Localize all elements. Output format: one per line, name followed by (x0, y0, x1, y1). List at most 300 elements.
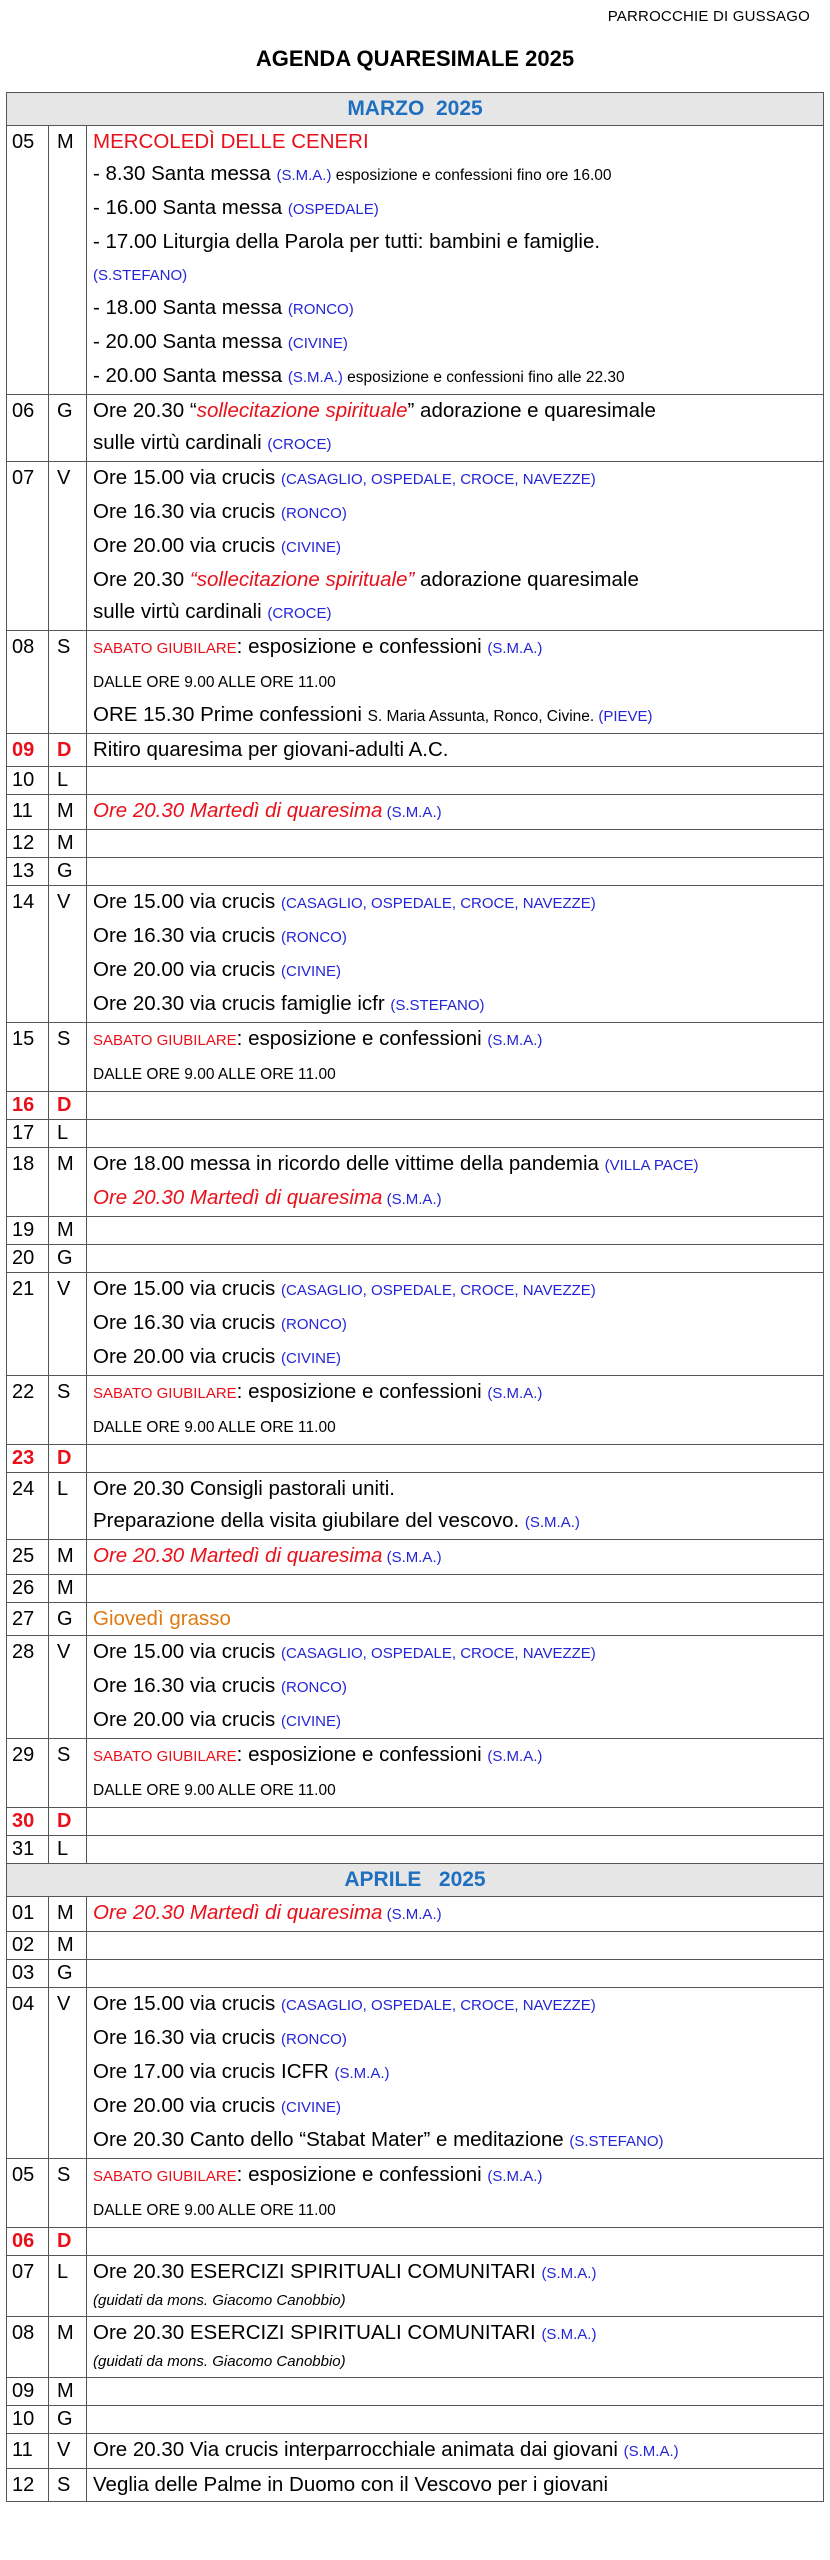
weekday-letter: L (49, 1120, 87, 1147)
weekday-letter: M (49, 795, 87, 829)
event-line (93, 665, 823, 699)
location-tag: (S.STEFANO) (390, 997, 485, 1014)
weekday-letter: G (49, 1960, 87, 1987)
day-number: 16 (7, 1092, 49, 1119)
event-line (93, 1670, 823, 1704)
weekday-letter: M (49, 1897, 87, 1931)
table-row (7, 2378, 823, 2406)
event-text: Ore 18.00 messa in ricordo delle vittime della pandemia (93, 1152, 605, 1175)
events-cell (87, 795, 823, 829)
event-text: Ore 20.00 via crucis (93, 1345, 281, 1368)
table-row (7, 1023, 823, 1092)
events-cell (87, 2406, 823, 2433)
day-number: 14 (7, 886, 49, 1022)
day-number: 03 (7, 1960, 49, 1987)
event-line (93, 988, 823, 1022)
event-text: Ore 15.00 via crucis (93, 1992, 281, 2015)
event-line (93, 1341, 823, 1375)
event-line (93, 2317, 823, 2351)
events-cell (87, 1023, 823, 1091)
events-cell (87, 1092, 823, 1119)
event-text: Ore 15.00 via crucis (93, 890, 281, 913)
event-text: : esposizione e confessioni (236, 2163, 488, 2186)
event-text: Veglia delle Palme in Duomo con il Vescovo per i giovani (93, 2473, 609, 2496)
weekday-letter: V (49, 462, 87, 630)
events-cell (87, 462, 823, 630)
location-tag: (S.STEFANO) (569, 2133, 664, 2150)
event-text: Ore 20.00 via crucis (93, 1708, 281, 1731)
day-number: 06 (7, 395, 49, 461)
day-number: 09 (7, 2378, 49, 2405)
weekday-letter: S (49, 1023, 87, 1091)
table-row (7, 1273, 823, 1376)
events-cell (87, 1273, 823, 1375)
table-row (7, 2159, 823, 2228)
events-cell (87, 767, 823, 794)
weekday-letter: M (49, 126, 87, 394)
highlighted-text: Ore 20.30 Martedì di quaresima (93, 1186, 383, 1209)
event-text: Ore 15.00 via crucis (93, 466, 281, 489)
weekday-letter: S (49, 1376, 87, 1444)
location-tag: (S.M.A.) (487, 2168, 543, 2185)
events-cell (87, 858, 823, 885)
location-tag: (RONCO) (281, 2031, 347, 2048)
location-tag: (CIVINE) (281, 2099, 341, 2116)
event-text: sulle virtù cardinali (93, 431, 268, 454)
location-tag: (S.M.A.) (382, 1549, 442, 1566)
location-tag: (RONCO) (281, 505, 347, 522)
weekday-letter: D (49, 1445, 87, 1472)
event-line (93, 596, 823, 630)
event-text: DALLE ORE 9.00 ALLE ORE 11.00 (93, 1782, 336, 1799)
weekday-letter: M (49, 2317, 87, 2377)
location-tag: (S.M.A.) (276, 167, 332, 184)
location-tag: (CROCE) (267, 605, 332, 622)
day-number: 28 (7, 1636, 49, 1738)
month-header: APRILE 2025 (7, 1864, 823, 1897)
location-tag: (CIVINE) (281, 539, 341, 556)
event-line (93, 1988, 823, 2022)
event-line (93, 258, 823, 292)
location-tag: (S.M.A.) (334, 2065, 390, 2082)
highlighted-text: SABATO GIUBILARE (93, 640, 237, 657)
event-text: - 17.00 Liturgia della Parola per tutti: bambini e famiglie. (93, 230, 601, 253)
location-tag: (S.M.A.) (287, 369, 343, 386)
highlighted-text: sollecitazione spirituale (196, 399, 408, 422)
location-tag: (S.STEFANO) (93, 267, 188, 284)
location-tag: (PIEVE) (594, 708, 653, 725)
event-text: - 18.00 Santa messa (93, 296, 288, 319)
day-number: 07 (7, 462, 49, 630)
event-text: DALLE ORE 9.00 ALLE ORE 11.00 (93, 2202, 336, 2219)
event-text: : esposizione e confessioni (236, 1743, 488, 1766)
table-row (7, 1148, 823, 1217)
events-cell (87, 631, 823, 733)
event-text: - 20.00 Santa messa (93, 330, 288, 353)
location-tag: (S.M.A.) (487, 1032, 543, 1049)
table-row (7, 767, 823, 795)
location-tag: (S.M.A.) (382, 1906, 442, 1923)
day-number: 20 (7, 1245, 49, 1272)
page-title: AGENDA QUARESIMALE 2025 (255, 46, 575, 71)
events-cell (87, 830, 823, 857)
event-line (93, 192, 823, 226)
weekday-letter: V (49, 2434, 87, 2468)
event-line (93, 1376, 823, 1410)
highlighted-text: “sollecitazione spirituale” (189, 568, 415, 591)
table-row (7, 1932, 823, 1960)
event-text: Ore 17.00 via crucis ICFR (93, 2060, 335, 2083)
weekday-letter: L (49, 1473, 87, 1539)
weekday-letter: M (49, 1217, 87, 1244)
day-number: 02 (7, 1932, 49, 1959)
highlighted-text: SABATO GIUBILARE (93, 1748, 237, 1765)
event-text: esposizione e confessioni fino ore 16.00 (331, 167, 612, 184)
day-number: 17 (7, 1120, 49, 1147)
events-cell (87, 2317, 823, 2377)
events-cell (87, 1540, 823, 1574)
events-cell (87, 1473, 823, 1539)
weekday-letter: G (49, 858, 87, 885)
event-line (93, 1505, 823, 1539)
location-tag: (S.M.A.) (524, 1514, 580, 1531)
event-line (93, 2434, 823, 2468)
events-cell (87, 1245, 823, 1272)
day-number: 08 (7, 631, 49, 733)
weekday-letter: D (49, 734, 87, 766)
weekday-letter: G (49, 1245, 87, 1272)
location-tag: (CASAGLIO, OSPEDALE, CROCE, NAVEZZE) (281, 1645, 596, 1662)
events-cell (87, 2159, 823, 2227)
event-line (93, 631, 823, 665)
day-number: 30 (7, 1808, 49, 1835)
event-line (93, 886, 823, 920)
event-line (93, 158, 823, 192)
day-number: 04 (7, 1988, 49, 2158)
day-number: 06 (7, 2228, 49, 2255)
weekday-letter: L (49, 767, 87, 794)
table-row (7, 2406, 823, 2434)
day-number: 13 (7, 858, 49, 885)
event-line (93, 1307, 823, 1341)
events-cell (87, 1120, 823, 1147)
location-tag: (CIVINE) (281, 1713, 341, 1730)
day-number: 15 (7, 1023, 49, 1091)
events-cell (87, 1376, 823, 1444)
weekday-letter: M (49, 1540, 87, 1574)
event-line (93, 2159, 823, 2193)
events-cell (87, 1739, 823, 1807)
event-text: : esposizione e confessioni (236, 635, 488, 658)
event-line (93, 462, 823, 496)
events-cell (87, 1636, 823, 1738)
event-line (93, 1410, 823, 1444)
weekday-letter: V (49, 1273, 87, 1375)
event-line (93, 292, 823, 326)
events-cell (87, 1836, 823, 1863)
table-row (7, 1376, 823, 1445)
event-line (93, 1148, 823, 1182)
location-tag: (S.M.A.) (487, 640, 543, 657)
event-text: DALLE ORE 9.00 ALLE ORE 11.00 (93, 674, 336, 691)
weekday-letter: V (49, 1636, 87, 1738)
day-number: 22 (7, 1376, 49, 1444)
weekday-letter: V (49, 1988, 87, 2158)
location-tag: (S.M.A.) (541, 2326, 597, 2343)
location-tag: (CIVINE) (281, 963, 341, 980)
day-number: 05 (7, 126, 49, 394)
weekday-letter: V (49, 886, 87, 1022)
highlighted-text: Ore 20.30 Martedì di quaresima (93, 1544, 383, 1567)
day-number: 11 (7, 2434, 49, 2468)
event-line (93, 1057, 823, 1091)
event-text: : esposizione e confessioni (236, 1380, 488, 1403)
location-tag: (S.M.A.) (487, 1385, 543, 1402)
event-line (93, 2056, 823, 2090)
table-row (7, 734, 823, 767)
location-tag: (S.M.A.) (382, 1191, 442, 1208)
event-text: Ore 16.30 via crucis (93, 2026, 281, 2049)
day-number: 25 (7, 1540, 49, 1574)
event-line (93, 954, 823, 988)
location-tag: (RONCO) (281, 1679, 347, 1696)
table-row (7, 795, 823, 830)
event-line (93, 395, 823, 427)
event-text: esposizione e confessioni fino alle 22.30 (342, 369, 625, 386)
event-text: - 16.00 Santa messa (93, 196, 288, 219)
day-number: 19 (7, 1217, 49, 1244)
weekday-letter: M (49, 1575, 87, 1602)
events-cell (87, 2378, 823, 2405)
event-text: Ore 20.30 ESERCIZI SPIRITUALI COMUNITARI (93, 2321, 542, 2344)
events-cell (87, 1988, 823, 2158)
event-text: Ore 16.30 via crucis (93, 1674, 281, 1697)
events-cell (87, 2228, 823, 2255)
table-row (7, 1575, 823, 1603)
location-tag: (CASAGLIO, OSPEDALE, CROCE, NAVEZZE) (281, 895, 596, 912)
highlighted-text: MERCOLEDÌ DELLE CENERI (93, 130, 369, 153)
highlighted-text: SABATO GIUBILARE (93, 1032, 237, 1049)
event-line (93, 920, 823, 954)
table-row (7, 1217, 823, 1245)
table-row (7, 2317, 823, 2378)
table-row (7, 886, 823, 1023)
weekday-letter: L (49, 2256, 87, 2316)
weekday-letter: S (49, 1739, 87, 1807)
event-line (93, 530, 823, 564)
location-tag: (S.M.A.) (382, 804, 442, 821)
highlighted-text: Giovedì grasso (93, 1607, 231, 1630)
location-tag: (S.M.A.) (623, 2443, 679, 2460)
events-cell (87, 734, 823, 766)
table-row (7, 2434, 823, 2469)
highlighted-text: SABATO GIUBILARE (93, 1385, 237, 1402)
day-number: 05 (7, 2159, 49, 2227)
highlighted-text: SABATO GIUBILARE (93, 2168, 237, 2185)
location-tag: (RONCO) (281, 1316, 347, 1333)
table-row (7, 1120, 823, 1148)
events-cell (87, 886, 823, 1022)
day-number: 11 (7, 795, 49, 829)
event-text: DALLE ORE 9.00 ALLE ORE 11.00 (93, 1419, 336, 1436)
day-number: 24 (7, 1473, 49, 1539)
event-text: Ore 20.30 via crucis famiglie icfr (93, 992, 391, 1015)
location-tag: (CIVINE) (287, 335, 348, 352)
table-row (7, 126, 823, 395)
table-row (7, 2469, 823, 2501)
event-line (93, 126, 823, 158)
event-line (93, 1603, 823, 1635)
table-row (7, 1445, 823, 1473)
event-text: Ore 20.30 (93, 568, 190, 591)
event-line (93, 795, 823, 829)
event-text: Ritiro quaresima per giovani-adulti A.C. (93, 738, 449, 761)
location-tag: (CASAGLIO, OSPEDALE, CROCE, NAVEZZE) (281, 1282, 596, 1299)
weekday-letter: D (49, 1092, 87, 1119)
day-number: 31 (7, 1836, 49, 1863)
weekday-letter: M (49, 1932, 87, 1959)
day-number: 12 (7, 830, 49, 857)
event-text: Ore 20.30 Consigli pastorali uniti. (93, 1477, 395, 1500)
table-row (7, 631, 823, 734)
weekday-letter: M (49, 1148, 87, 1216)
event-text: Ore 20.00 via crucis (93, 534, 281, 557)
day-number: 07 (7, 2256, 49, 2316)
table-row (7, 1808, 823, 1836)
event-line (93, 2290, 823, 2316)
event-text: Ore 20.00 via crucis (93, 2094, 281, 2117)
event-line (93, 1273, 823, 1307)
event-line (93, 1182, 823, 1216)
event-text: DALLE ORE 9.00 ALLE ORE 11.00 (93, 1066, 336, 1083)
location-tag: (OSPEDALE) (287, 201, 379, 218)
weekday-letter: G (49, 395, 87, 461)
highlighted-text: Ore 20.30 Martedì di quaresima (93, 799, 383, 822)
location-tag: (CASAGLIO, OSPEDALE, CROCE, NAVEZZE) (281, 471, 596, 488)
table-row (7, 2256, 823, 2317)
table-row (7, 1739, 823, 1808)
day-number: 01 (7, 1897, 49, 1931)
month-header: MARZO 2025 (7, 93, 823, 126)
event-line (93, 360, 823, 394)
events-cell (87, 2434, 823, 2468)
event-text: Ore 20.30 “ (93, 399, 197, 422)
event-line (93, 2469, 823, 2501)
location-tag: (CIVINE) (281, 1350, 341, 1367)
table-row (7, 1092, 823, 1120)
event-text: Ore 20.30 Canto dello “Stabat Mater” e meditazione (93, 2128, 570, 2151)
location-tag: (CASAGLIO, OSPEDALE, CROCE, NAVEZZE) (281, 1997, 596, 2014)
event-line (93, 2090, 823, 2124)
location-tag: (RONCO) (281, 929, 347, 946)
event-line (93, 1540, 823, 1574)
table-row (7, 462, 823, 631)
events-cell (87, 1897, 823, 1931)
weekday-letter: G (49, 2406, 87, 2433)
event-text: Ore 20.00 via crucis (93, 958, 281, 981)
event-text: - 20.00 Santa messa (93, 364, 288, 387)
day-number: 12 (7, 2469, 49, 2501)
location-tag: (S.M.A.) (487, 1748, 543, 1765)
event-text: Ore 16.30 via crucis (93, 1311, 281, 1334)
event-note: (guidati da mons. Giacomo Canobbio) (93, 2353, 346, 2370)
table-row (7, 1897, 823, 1932)
event-text: Preparazione della visita giubilare del vescovo. (93, 1509, 525, 1532)
location-tag: (RONCO) (287, 301, 354, 318)
weekday-letter: S (49, 2469, 87, 2501)
table-row (7, 1988, 823, 2159)
event-text: sulle virtù cardinali (93, 600, 268, 623)
event-line (93, 1739, 823, 1773)
day-number: 09 (7, 734, 49, 766)
event-line (93, 226, 823, 258)
events-cell (87, 1960, 823, 1987)
highlighted-text: Ore 20.30 Martedì di quaresima (93, 1901, 383, 1924)
day-number: 08 (7, 2317, 49, 2377)
event-line (93, 427, 823, 461)
event-text: ” adorazione e quaresimale (407, 399, 656, 422)
event-note: (guidati da mons. Giacomo Canobbio) (93, 2292, 346, 2309)
event-line (93, 1023, 823, 1057)
parish-name: PARROCCHIE DI GUSSAGO (607, 8, 810, 25)
table-row (7, 1960, 823, 1988)
event-text: ORE 15.30 Prime confessioni (93, 703, 368, 726)
day-number: 18 (7, 1148, 49, 1216)
events-cell (87, 1575, 823, 1602)
weekday-letter: M (49, 830, 87, 857)
location-tag: (S.M.A.) (541, 2265, 597, 2282)
event-line (93, 699, 823, 733)
event-line (93, 2256, 823, 2290)
location-tag: (CROCE) (267, 436, 332, 453)
event-line (93, 326, 823, 360)
event-line (93, 564, 823, 596)
day-number: 29 (7, 1739, 49, 1807)
event-line (93, 1773, 823, 1807)
weekday-letter: L (49, 1836, 87, 1863)
events-cell (87, 2256, 823, 2316)
event-text: Ore 20.30 Via crucis interparrocchiale animata dai giovani (93, 2438, 624, 2461)
events-cell (87, 1148, 823, 1216)
table-row (7, 858, 823, 886)
events-cell (87, 1217, 823, 1244)
event-text: Ore 20.30 ESERCIZI SPIRITUALI COMUNITARI (93, 2260, 542, 2283)
table-row (7, 1603, 823, 1636)
day-number: 10 (7, 767, 49, 794)
events-cell (87, 1445, 823, 1472)
event-line (93, 734, 823, 766)
event-text: : esposizione e confessioni (236, 1027, 488, 1050)
table-row (7, 2228, 823, 2256)
event-text: - 8.30 Santa messa (93, 162, 277, 185)
events-cell (87, 1603, 823, 1635)
day-number: 21 (7, 1273, 49, 1375)
weekday-letter: G (49, 1603, 87, 1635)
event-text: Ore 15.00 via crucis (93, 1640, 281, 1663)
event-text: S. Maria Assunta, Ronco, Civine. (367, 708, 595, 725)
event-line (93, 1636, 823, 1670)
event-line (93, 2351, 823, 2377)
day-number: 23 (7, 1445, 49, 1472)
weekday-letter: M (49, 2378, 87, 2405)
agenda-table (6, 92, 824, 2502)
event-line (93, 496, 823, 530)
event-text: Ore 15.00 via crucis (93, 1277, 281, 1300)
events-cell (87, 1808, 823, 1835)
day-number: 26 (7, 1575, 49, 1602)
day-number: 10 (7, 2406, 49, 2433)
event-text: Ore 16.30 via crucis (93, 500, 281, 523)
